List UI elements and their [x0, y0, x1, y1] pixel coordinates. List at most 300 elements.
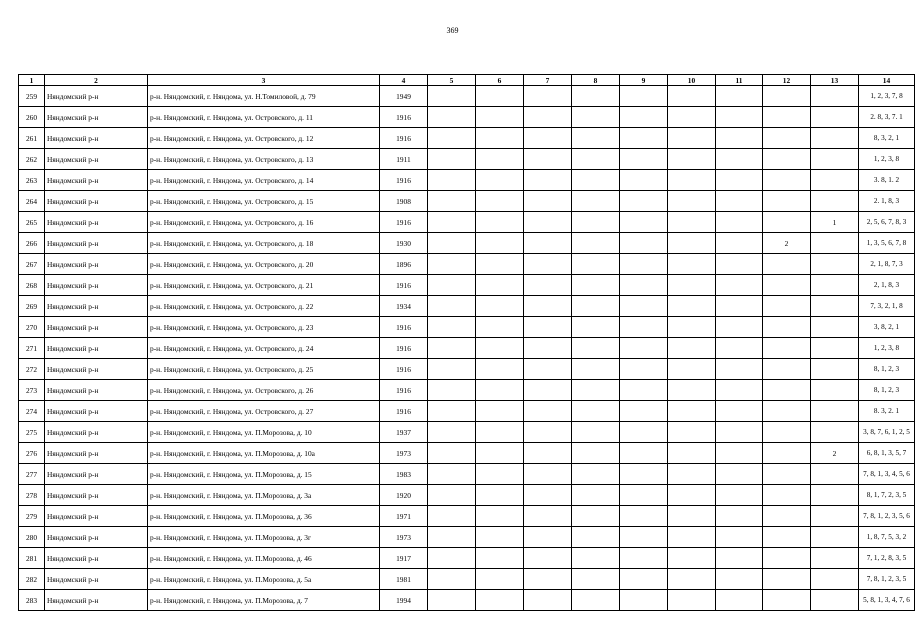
row-number-cell: 281	[19, 548, 45, 569]
address-cell: р-н. Няндомский, г. Няндома, ул. П.Морозова, д. 10	[148, 422, 380, 443]
column-12-cell	[763, 569, 811, 590]
row-number-cell: 278	[19, 485, 45, 506]
column-8-cell	[572, 359, 620, 380]
column-7-cell	[524, 338, 572, 359]
column-12-cell	[763, 590, 811, 611]
column-6-cell	[476, 380, 524, 401]
column-13-cell	[811, 107, 859, 128]
column-10-cell	[668, 527, 716, 548]
table-row	[19, 548, 915, 569]
column-10-cell	[668, 191, 716, 212]
column-13-cell	[811, 170, 859, 191]
column-7-cell	[524, 107, 572, 128]
column-14-cell: 7, 1, 2, 8, 3, 5	[859, 548, 915, 569]
column-10-cell	[668, 422, 716, 443]
column-13-cell	[811, 275, 859, 296]
column-8-cell	[572, 170, 620, 191]
column-8-cell	[572, 527, 620, 548]
column-9-cell	[620, 506, 668, 527]
column-5-cell	[428, 170, 476, 191]
column-header: 3	[148, 75, 380, 86]
column-5-cell	[428, 464, 476, 485]
column-11-cell	[716, 569, 763, 590]
column-7-cell	[524, 548, 572, 569]
column-14-cell: 8. 3, 2. 1	[859, 401, 915, 422]
row-number-cell: 266	[19, 233, 45, 254]
column-6-cell	[476, 128, 524, 149]
column-9-cell	[620, 170, 668, 191]
table-row	[19, 506, 915, 527]
year-cell: 1971	[380, 506, 428, 527]
column-9-cell	[620, 401, 668, 422]
column-header: 4	[380, 75, 428, 86]
column-14-cell: 6, 8, 1, 3, 5, 7	[859, 443, 915, 464]
column-5-cell	[428, 86, 476, 107]
year-cell: 1937	[380, 422, 428, 443]
district-cell: Няндомский р-н	[45, 527, 148, 548]
year-cell: 1973	[380, 527, 428, 548]
table-row	[19, 359, 915, 380]
address-cell: р-н. Няндомский, г. Няндома, ул. Островского, д. 24	[148, 338, 380, 359]
column-5-cell	[428, 254, 476, 275]
row-number-cell: 262	[19, 149, 45, 170]
column-13-cell	[811, 464, 859, 485]
column-11-cell	[716, 296, 763, 317]
district-cell: Няндомский р-н	[45, 191, 148, 212]
row-number-cell: 274	[19, 401, 45, 422]
district-cell: Няндомский р-н	[45, 485, 148, 506]
column-11-cell	[716, 86, 763, 107]
column-10-cell	[668, 170, 716, 191]
column-11-cell	[716, 422, 763, 443]
column-header: 13	[811, 75, 859, 86]
column-14-cell: 3, 8, 7, 6, 1, 2, 5	[859, 422, 915, 443]
column-6-cell	[476, 317, 524, 338]
column-6-cell	[476, 527, 524, 548]
column-10-cell	[668, 380, 716, 401]
column-11-cell	[716, 107, 763, 128]
column-7-cell	[524, 191, 572, 212]
column-5-cell	[428, 380, 476, 401]
column-5-cell	[428, 443, 476, 464]
column-12-cell	[763, 464, 811, 485]
column-6-cell	[476, 485, 524, 506]
column-10-cell	[668, 338, 716, 359]
column-12-cell	[763, 296, 811, 317]
column-14-cell: 8, 1, 2, 3	[859, 380, 915, 401]
column-7-cell	[524, 506, 572, 527]
column-10-cell	[668, 359, 716, 380]
column-13-cell	[811, 149, 859, 170]
address-cell: р-н. Няндомский, г. Няндома, ул. Островского, д. 12	[148, 128, 380, 149]
row-number-cell: 271	[19, 338, 45, 359]
year-cell: 1916	[380, 212, 428, 233]
column-6-cell	[476, 569, 524, 590]
address-cell: р-н. Няндомский, г. Няндома, ул. Островского, д. 21	[148, 275, 380, 296]
column-13-cell	[811, 128, 859, 149]
column-9-cell	[620, 86, 668, 107]
column-14-cell: 7, 8, 1, 3, 4, 5, 6	[859, 464, 915, 485]
column-7-cell	[524, 380, 572, 401]
column-7-cell	[524, 254, 572, 275]
column-12-cell	[763, 443, 811, 464]
district-cell: Няндомский р-н	[45, 275, 148, 296]
district-cell: Няндомский р-н	[45, 422, 148, 443]
column-10-cell	[668, 548, 716, 569]
column-6-cell	[476, 170, 524, 191]
table-row	[19, 254, 915, 275]
column-13-cell	[811, 191, 859, 212]
column-11-cell	[716, 170, 763, 191]
column-7-cell	[524, 86, 572, 107]
year-cell: 1973	[380, 443, 428, 464]
column-14-cell: 2, 1, 8, 7, 3	[859, 254, 915, 275]
column-9-cell	[620, 548, 668, 569]
column-10-cell	[668, 506, 716, 527]
column-5-cell	[428, 233, 476, 254]
column-13-cell	[811, 590, 859, 611]
column-11-cell	[716, 212, 763, 233]
column-11-cell	[716, 191, 763, 212]
year-cell: 1916	[380, 275, 428, 296]
column-13-cell	[811, 401, 859, 422]
column-12-cell	[763, 359, 811, 380]
column-7-cell	[524, 422, 572, 443]
column-11-cell	[716, 233, 763, 254]
district-cell: Няндомский р-н	[45, 359, 148, 380]
table-row	[19, 380, 915, 401]
column-14-cell: 8, 1, 2, 3	[859, 359, 915, 380]
table-row	[19, 86, 915, 107]
district-cell: Няндомский р-н	[45, 464, 148, 485]
year-cell: 1981	[380, 569, 428, 590]
column-12-cell	[763, 86, 811, 107]
district-cell: Няндомский р-н	[45, 254, 148, 275]
address-cell: р-н. Няндомский, г. Няндома, ул. П.Морозова, д. 10а	[148, 443, 380, 464]
column-5-cell	[428, 422, 476, 443]
column-5-cell	[428, 485, 476, 506]
column-5-cell	[428, 401, 476, 422]
row-number-cell: 268	[19, 275, 45, 296]
column-6-cell	[476, 233, 524, 254]
column-header: 9	[620, 75, 668, 86]
column-11-cell	[716, 254, 763, 275]
column-5-cell	[428, 527, 476, 548]
column-14-cell: 7, 8, 1, 2, 3, 5	[859, 569, 915, 590]
column-9-cell	[620, 464, 668, 485]
year-cell: 1908	[380, 191, 428, 212]
table-row	[19, 170, 915, 191]
district-cell: Няндомский р-н	[45, 317, 148, 338]
address-cell: р-н. Няндомский, г. Няндома, ул. Островского, д. 26	[148, 380, 380, 401]
column-8-cell	[572, 464, 620, 485]
column-8-cell	[572, 506, 620, 527]
row-number-cell: 277	[19, 464, 45, 485]
column-8-cell	[572, 275, 620, 296]
column-14-cell: 2, 1, 8, 3	[859, 275, 915, 296]
row-number-cell: 276	[19, 443, 45, 464]
column-14-cell: 3, 8, 2, 1	[859, 317, 915, 338]
column-5-cell	[428, 338, 476, 359]
table-row	[19, 275, 915, 296]
column-13-cell	[811, 506, 859, 527]
table-row	[19, 485, 915, 506]
column-10-cell	[668, 317, 716, 338]
column-7-cell	[524, 527, 572, 548]
address-cell: р-н. Няндомский, г. Няндома, ул. Островского, д. 14	[148, 170, 380, 191]
column-13-cell	[811, 86, 859, 107]
column-7-cell	[524, 233, 572, 254]
column-10-cell	[668, 464, 716, 485]
address-cell: р-н. Няндомский, г. Няндома, ул. Островского, д. 27	[148, 401, 380, 422]
column-6-cell	[476, 359, 524, 380]
column-10-cell	[668, 212, 716, 233]
column-12-cell	[763, 422, 811, 443]
column-11-cell	[716, 128, 763, 149]
column-9-cell	[620, 191, 668, 212]
column-6-cell	[476, 275, 524, 296]
row-number-cell: 283	[19, 590, 45, 611]
column-7-cell	[524, 212, 572, 233]
year-cell: 1916	[380, 107, 428, 128]
column-14-cell: 1, 8, 7, 5, 3, 2	[859, 527, 915, 548]
column-12-cell	[763, 485, 811, 506]
column-10-cell	[668, 485, 716, 506]
page-number: 369	[446, 26, 459, 35]
address-cell: р-н. Няндомский, г. Няндома, ул. П.Морозова, д. 3г	[148, 527, 380, 548]
year-cell: 1934	[380, 296, 428, 317]
column-14-cell: 8, 1, 7, 2, 3, 5	[859, 485, 915, 506]
column-8-cell	[572, 380, 620, 401]
column-11-cell	[716, 506, 763, 527]
column-6-cell	[476, 464, 524, 485]
column-7-cell	[524, 317, 572, 338]
table-row	[19, 296, 915, 317]
district-cell: Няндомский р-н	[45, 86, 148, 107]
column-6-cell	[476, 422, 524, 443]
column-12-cell	[763, 128, 811, 149]
table-row	[19, 401, 915, 422]
column-5-cell	[428, 317, 476, 338]
row-number-cell: 267	[19, 254, 45, 275]
column-6-cell	[476, 296, 524, 317]
column-9-cell	[620, 485, 668, 506]
column-12-cell	[763, 191, 811, 212]
column-11-cell	[716, 317, 763, 338]
year-cell: 1896	[380, 254, 428, 275]
address-cell: р-н. Няндомский, г. Няндома, ул. П.Морозова, д. 46	[148, 548, 380, 569]
column-14-cell: 1, 2, 3, 8	[859, 338, 915, 359]
column-8-cell	[572, 485, 620, 506]
table-row	[19, 128, 915, 149]
year-cell: 1920	[380, 485, 428, 506]
table-row	[19, 212, 915, 233]
address-cell: р-н. Няндомский, г. Няндома, ул. П.Морозова, д. 36	[148, 506, 380, 527]
column-6-cell	[476, 506, 524, 527]
column-12-cell	[763, 506, 811, 527]
year-cell: 1916	[380, 170, 428, 191]
address-cell: р-н. Няндомский, г. Няндома, ул. Островского, д. 20	[148, 254, 380, 275]
column-8-cell	[572, 401, 620, 422]
row-number-cell: 279	[19, 506, 45, 527]
year-cell: 1930	[380, 233, 428, 254]
table-row	[19, 233, 915, 254]
column-14-cell: 2, 5, 6, 7, 8, 3	[859, 212, 915, 233]
column-12-cell	[763, 401, 811, 422]
column-6-cell	[476, 86, 524, 107]
column-9-cell	[620, 359, 668, 380]
district-cell: Няндомский р-н	[45, 506, 148, 527]
table-row	[19, 590, 915, 611]
column-5-cell	[428, 212, 476, 233]
row-number-cell: 282	[19, 569, 45, 590]
column-9-cell	[620, 317, 668, 338]
column-14-cell: 7, 3, 2, 1, 8	[859, 296, 915, 317]
row-number-cell: 264	[19, 191, 45, 212]
column-14-cell: 2. 1, 8, 3	[859, 191, 915, 212]
column-11-cell	[716, 464, 763, 485]
table-row	[19, 317, 915, 338]
column-9-cell	[620, 254, 668, 275]
district-cell: Няндомский р-н	[45, 107, 148, 128]
column-14-cell: 8, 3, 2, 1	[859, 128, 915, 149]
address-cell: р-н. Няндомский, г. Няндома, ул. Островского, д. 11	[148, 107, 380, 128]
column-8-cell	[572, 86, 620, 107]
table-row	[19, 191, 915, 212]
column-13-cell	[811, 233, 859, 254]
address-cell: р-н. Няндомский, г. Няндома, ул. Островского, д. 23	[148, 317, 380, 338]
column-6-cell	[476, 548, 524, 569]
column-9-cell	[620, 590, 668, 611]
column-11-cell	[716, 149, 763, 170]
year-cell: 1916	[380, 338, 428, 359]
row-number-cell: 261	[19, 128, 45, 149]
district-cell: Няндомский р-н	[45, 296, 148, 317]
column-12-cell	[763, 380, 811, 401]
column-6-cell	[476, 254, 524, 275]
column-header: 14	[859, 75, 915, 86]
column-11-cell	[716, 485, 763, 506]
district-cell: Няндомский р-н	[45, 548, 148, 569]
table-row	[19, 338, 915, 359]
column-8-cell	[572, 233, 620, 254]
row-number-cell: 272	[19, 359, 45, 380]
column-9-cell	[620, 296, 668, 317]
column-5-cell	[428, 128, 476, 149]
year-cell: 1911	[380, 149, 428, 170]
column-7-cell	[524, 359, 572, 380]
column-5-cell	[428, 506, 476, 527]
column-13-cell	[811, 485, 859, 506]
address-cell: р-н. Няндомский, г. Няндома, ул. Островского, д. 13	[148, 149, 380, 170]
address-cell: р-н. Няндомский, г. Няндома, ул. Н.Томиловой, д. 79	[148, 86, 380, 107]
column-8-cell	[572, 569, 620, 590]
column-7-cell	[524, 590, 572, 611]
column-9-cell	[620, 443, 668, 464]
column-10-cell	[668, 107, 716, 128]
column-10-cell	[668, 149, 716, 170]
table-row	[19, 443, 915, 464]
column-11-cell	[716, 548, 763, 569]
column-7-cell	[524, 170, 572, 191]
district-cell: Няндомский р-н	[45, 443, 148, 464]
column-header: 6	[476, 75, 524, 86]
address-cell: р-н. Няндомский, г. Няндома, ул. Островского, д. 15	[148, 191, 380, 212]
column-9-cell	[620, 380, 668, 401]
year-cell: 1916	[380, 359, 428, 380]
column-8-cell	[572, 422, 620, 443]
column-13-cell	[811, 254, 859, 275]
column-10-cell	[668, 590, 716, 611]
header-row	[19, 75, 915, 86]
column-8-cell	[572, 149, 620, 170]
year-cell: 1917	[380, 548, 428, 569]
column-13-cell	[811, 317, 859, 338]
district-cell: Няндомский р-н	[45, 128, 148, 149]
column-10-cell	[668, 254, 716, 275]
column-header: 1	[19, 75, 45, 86]
row-number-cell: 260	[19, 107, 45, 128]
address-cell: р-н. Няндомский, г. Няндома, ул. Островского, д. 16	[148, 212, 380, 233]
column-13-cell	[811, 296, 859, 317]
column-9-cell	[620, 212, 668, 233]
column-13-cell	[811, 380, 859, 401]
column-10-cell	[668, 275, 716, 296]
table-row	[19, 569, 915, 590]
column-5-cell	[428, 296, 476, 317]
column-6-cell	[476, 107, 524, 128]
address-cell: р-н. Няндомский, г. Няндома, ул. Островского, д. 22	[148, 296, 380, 317]
column-13-cell	[811, 338, 859, 359]
column-header: 5	[428, 75, 476, 86]
column-header: 7	[524, 75, 572, 86]
row-number-cell: 275	[19, 422, 45, 443]
column-11-cell	[716, 443, 763, 464]
column-8-cell	[572, 590, 620, 611]
year-cell: 1983	[380, 464, 428, 485]
address-cell: р-н. Няндомский, г. Няндома, ул. Островского, д. 25	[148, 359, 380, 380]
column-8-cell	[572, 191, 620, 212]
address-cell: р-н. Няндомский, г. Няндома, ул. П.Морозова, д. 5а	[148, 569, 380, 590]
column-7-cell	[524, 149, 572, 170]
row-number-cell: 273	[19, 380, 45, 401]
column-12-cell	[763, 149, 811, 170]
column-10-cell	[668, 86, 716, 107]
column-8-cell	[572, 296, 620, 317]
column-12-cell	[763, 107, 811, 128]
district-cell: Няндомский р-н	[45, 212, 148, 233]
district-cell: Няндомский р-н	[45, 569, 148, 590]
district-cell: Няндомский р-н	[45, 149, 148, 170]
column-12-cell: 2	[763, 233, 811, 254]
column-9-cell	[620, 149, 668, 170]
column-header: 12	[763, 75, 811, 86]
column-10-cell	[668, 128, 716, 149]
column-13-cell: 1	[811, 212, 859, 233]
table-body	[19, 86, 915, 611]
column-14-cell: 1, 3, 5, 6, 7, 8	[859, 233, 915, 254]
address-cell: р-н. Няндомский, г. Няндома, ул. П.Морозова, д. 7	[148, 590, 380, 611]
column-11-cell	[716, 359, 763, 380]
column-13-cell: 2	[811, 443, 859, 464]
district-cell: Няндомский р-н	[45, 401, 148, 422]
column-12-cell	[763, 527, 811, 548]
column-13-cell	[811, 548, 859, 569]
column-header: 10	[668, 75, 716, 86]
column-7-cell	[524, 569, 572, 590]
column-6-cell	[476, 338, 524, 359]
column-14-cell: 1, 2, 3, 7, 8	[859, 86, 915, 107]
